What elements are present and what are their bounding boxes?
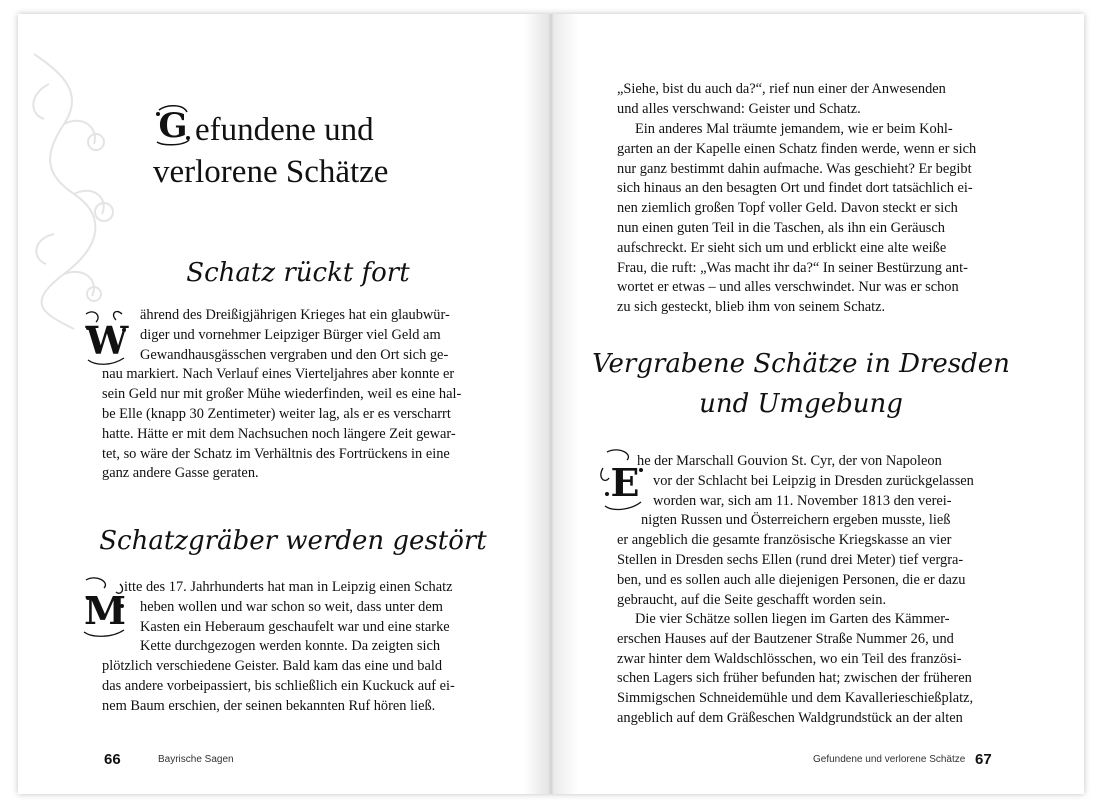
text-line: worden war, sich am 11. November 1813 den verei- (653, 492, 952, 509)
text-line: ganz andere Gasse geraten. (102, 465, 259, 482)
page-number-left: 66 (104, 751, 121, 768)
left-page (18, 14, 551, 794)
text-line: sich hinaus an den besagten Ort und findet dort tatsächlich ei- (617, 180, 973, 197)
text-line: sein Geld nur mit großer Mühe wiederfinden, weil es eine hal- (102, 386, 462, 403)
text-line: zwar hinter dem Waldschlösschen, wo ein Teil des französi- (617, 650, 962, 667)
text-line: Kette durchgezogen werden konnte. Da zeigten sich (140, 638, 441, 655)
text-line: nun einen guten Teil in die Taschen, als ihn ein Geräusch (617, 219, 945, 236)
paragraph-schatzgraeber (102, 578, 482, 717)
text-line: nigten Russen und Österreichern ergeben musste, ließ (641, 512, 951, 529)
chapter-title (153, 102, 513, 193)
book-spread (18, 14, 1084, 794)
running-head-right: Gefundene und verlorene Schätze (813, 754, 966, 765)
chapter-title-cap: G (158, 106, 188, 146)
text-line: Kasten ein Heberaum geschaufelt war und eine starke (140, 618, 450, 635)
right-page (551, 14, 1084, 794)
paragraph-kohlgarten (617, 120, 997, 318)
text-line: schen Lagers sich früher befunden hat; zwischen der früheren (617, 670, 972, 687)
text-line: heben wollen und war schon so weit, dass unter dem (140, 598, 443, 615)
text-line: plötzlich verschiedene Geister. Bald kam das eine und bald (102, 658, 443, 675)
dropcap-m: M (83, 588, 127, 633)
text-line: nau markiert. Nach Verlauf eines Vierteljahres aber konnte er (102, 366, 455, 383)
text-line: Ein anderes Mal träumte jemandem, wie er beim Kohl- (635, 121, 953, 137)
text-line: hatte. Hätte er mit dem Nachsuchen noch längere Zeit gewar- (102, 425, 456, 442)
dropcap-e: E (610, 460, 640, 505)
text-line: Simmigschen Schneidemühle und dem Kavallerieschießplatz, (617, 690, 974, 707)
text-line: nem Baum erschien, der seinen bekannten Ruf hören ließ. (102, 697, 436, 714)
chapter-title-rest: efundene und (195, 112, 374, 148)
text-line: erschen Hauses auf der Bautzener Straße Nummer 26, und (617, 630, 954, 647)
paragraph-dresden (617, 452, 997, 610)
section-title-dresden-line-1: Vergrabene Schätze in Dresden (592, 349, 1010, 379)
text-line: diger und vornehmer Leipziger Bürger viel Geld am (140, 326, 441, 343)
text-line: und alles verschwand: Geister und Schatz. (617, 100, 861, 117)
text-line: Die vier Schätze sollen liegen im Garten des Kämmer- (635, 611, 950, 627)
section-title-schatz-rueckt-fort: Schatz rückt fort (186, 258, 410, 288)
page-number-right: 67 (975, 751, 992, 768)
text-line: aufschreckt. Er sieht sich um und erblickt eine alte weiße (617, 239, 947, 256)
text-line: ben, und es sollen auch alle diejenigen Personen, die er dazu (617, 571, 966, 588)
text-line: zu sich gesteckt, blieb ihm von seinem Schatz. (617, 299, 886, 316)
chapter-title-line-1 (153, 106, 374, 148)
text-line: wortet er etwas – und alles verschwindet. Nur was er schon (617, 279, 959, 296)
text-line: be Elle (knapp 30 Zentimeter) weiter lag, als er es verscharrt (102, 405, 451, 422)
text-line: ährend des Dreißigjährigen Krieges hat ein glaubwür- (140, 307, 450, 323)
text-line: nen ziemlich großen Topf voller Geld. Davon steckt er sich (617, 200, 958, 217)
text-line: er angeblich die gesamte französische Kriegskasse an vier (617, 532, 952, 549)
running-head-left: Bayrische Sagen (158, 754, 234, 765)
dropcap-w: W (85, 318, 129, 363)
section-title-dresden (591, 344, 1011, 424)
paragraph-siehe (617, 80, 997, 120)
paragraph-vier-schaetze (617, 610, 997, 729)
text-line: Gewandhausgässchen vergraben und den Ort sich ge- (140, 346, 449, 363)
text-line: gebraucht, auf die Seite geschafft worden sein. (617, 591, 887, 608)
text-line: Stellen in Dresden sechs Ellen (rund drei Meter) tief vergra- (617, 551, 964, 568)
text-line: das andere vorbeipassiert, bis schließlich ein Kuckuck auf ei- (102, 677, 455, 694)
section-title-dresden-line-2: und Umgebung (699, 389, 903, 419)
text-line: he der Marschall Gouvion St. Cyr, der von Napoleon (637, 453, 942, 469)
decorative-initial-g-icon (153, 102, 193, 148)
floral-ornament-icon (24, 34, 114, 334)
text-line: tet, so wäre der Schatz im Verhältnis des Fortrückens in eine (102, 445, 450, 462)
text-line: garten an der Kapelle einen Schatz finden werde, wenn er sich (617, 140, 977, 157)
text-line: itte des 17. Jahrhunderts hat man in Leipzig einen Schatz (124, 579, 453, 595)
text-line: vor der Schlacht bei Leipzig in Dresden zurückgelassen (653, 472, 974, 489)
text-line: nur ganz bestimmt dahin aufmache. Was geschieht? Er begibt (617, 160, 972, 177)
text-line: angeblich auf dem Gräßeschen Waldgrundstück an der alten (617, 709, 963, 726)
text-line: Frau, die ruft: „Was macht ihr da?“ In seiner Bestürzung ant- (617, 259, 968, 276)
section-title-schatzgraeber: Schatzgräber werden gestört (99, 526, 487, 556)
paragraph-schatz-rueckt-fort (102, 306, 482, 484)
chapter-title-line-2: verlorene Schätze (153, 154, 389, 190)
text-line: „Siehe, bist du auch da?“, rief nun einer der Anwesenden (617, 81, 946, 97)
